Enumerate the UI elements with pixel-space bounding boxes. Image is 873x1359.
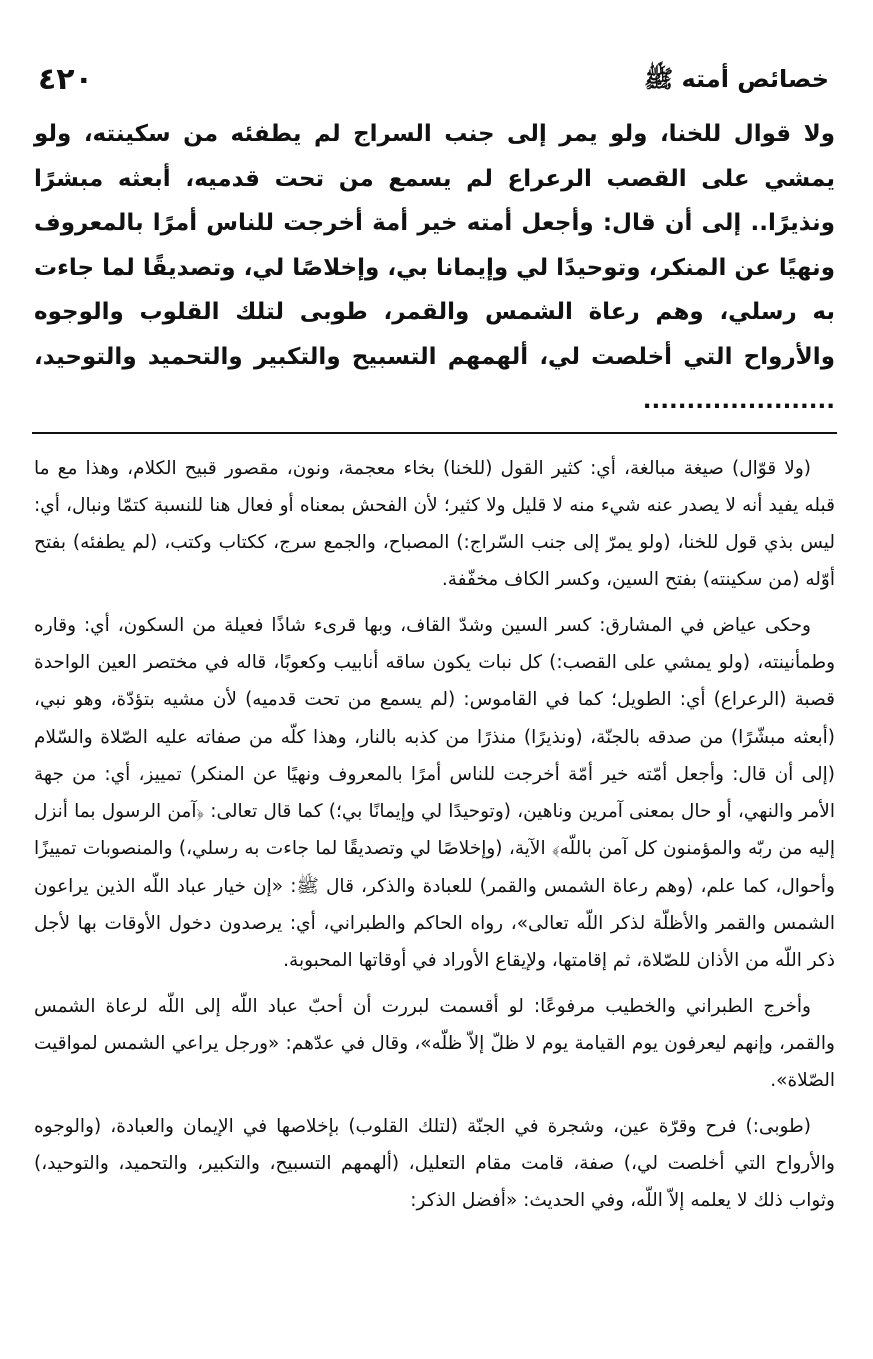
running-title: خصائص أمته ﷺ	[644, 65, 829, 93]
commentary-paragraph-2: وحكى عياض في المشارق: كسر السين وشدّ القاف، وبها قرىء شاذًا فعيلة من السكون، أي: وقاره وطمأنينته، (ولو يمشي على القصب:) كل نبات يكون ساقه أنابيب وكعوبًا، قاله في مختصر العين الواحدة قصبة (الرعراع) أي: الطويل؛ كما في القاموس: (لم يسمع من تحت قدميه) لأن مشيه بتؤدّة، وهو نبي، (أبعثه مبشّرًا) من صدقه بالجنّة، (ونذيرًا) منذرًا من كذبه بالنار، وهذا كلّه من صفاته عليه الصّلاة والسّلام (إلى أن قال: وأجعل أمّته خير أمّة أخرجت للناس أمرًا بالمعروف ونهيًا عن المنكر) تمييز، أي: من جهة الأمر والنهي، أو حال بمعنى آمرين وناهين، (وتوحيدًا لي وإيمانًا بي؛) كما قال تعالى: ﴿آمن الرسول بما أنزل إليه من ربّه والمؤمنون كل آمن باللّه﴾ الآية، (وإخلاصًا لي وتصديقًا لما جاءت به رسلي،) والمنصوبات تمييزًا وأحوال، كما علم، (وهم رعاة الشمس والقمر) للعبادة والذكر، قال ﷺ: «إن خيار عباد اللّه الذين يراعون الشمس والقمر والأظلّة لذكر اللّه تعالى»، رواه الحاكم والطبراني، أي: يرصدون دخول الأوقات بها لأجل ذكر اللّه من الأذان للصّلاة، ثم إقامتها، ولإيقاع الأوراد في أوقاتها المحبوبة.	[34, 614, 835, 972]
commentary-paragraph-3: وأخرج الطبراني والخطيب مرفوعًا: لو أقسمت لبررت أن أحبّ عباد اللّه إلى اللّه لرعاة الشمس والقمر، وإنهم ليعرفون يوم القيامة يوم لا ظلّ إلاّ ظلّه»، وقال في عدّهم: «ورجل يراعي الشمس لمواقيت الصّلاة».	[34, 995, 835, 1092]
commentary-paragraph-1: (ولا قوّال) صيغة مبالغة، أي: كثير القول (للخنا) بخاء معجمة، ونون، مقصور قبيح الكلام، وهذا مع ما قبله يفيد أنه لا يصدر عنه شيء منه لا قليل ولا كثير؛ لأن الفحش بمعناه أو فعال هنا للنسبة كتمّا ونبال، أي: ليس بذي قول للخنا، (ولو يمرّ إلى جنب السّراج:) المصباح، والجمع سرج، ككتاب وكتب، (لم يطفئه) بفتح أوّله (من سكينته) بفتح السين، وكسر الكاف مخفّفة.	[34, 457, 835, 591]
commentary-paragraph-4: (طوبى:) فرح وقرّة عين، وشجرة في الجنّة (لتلك القلوب) بإخلاصها في الإيمان والعبادة، (والوجوه والأرواح التي أخلصت لي،) صفة، قامت مقام التعليل، (ألهمهم التسبيح، والتكبير، والتحميد، والتوحيد،) وثواب ذلك لا يعلمه إلاّ اللّه، وفي الحديث: «أفضل الذكر:	[34, 1115, 835, 1212]
main-body: ولا قوال للخنا، ولو يمر إلى جنب السراج لم يطفئه من سكينته، ولو يمشي على القصب الرعراع لم يسمع من تحت قدميه، أبعثه مبشرًا ونذيرًا.. إلى أن قال: وأجعل أمته خير أمة أخرجت للناس أمرًا بالمعروف ونهيًا عن المنكر، وتوحيدًا لي وإيمانا بي، وإخلاصًا لي، وتصديقًا لما جاءت به رسلي، وهم رعاة الشمس والقمر، طوبى لتلك القلوب والوجوه والأرواح التي أخلصت لي، ألهمهم التسبيح والتكبير والتحميد والتوحيد،	[34, 121, 835, 370]
ellipsis-dots: ......................	[642, 388, 835, 414]
main-paragraph	[34, 112, 835, 424]
commentary	[34, 450, 835, 1220]
section-divider	[32, 432, 837, 434]
page-number: ٤٢٠	[38, 62, 93, 97]
main-text	[34, 112, 835, 424]
page-header	[34, 50, 835, 112]
